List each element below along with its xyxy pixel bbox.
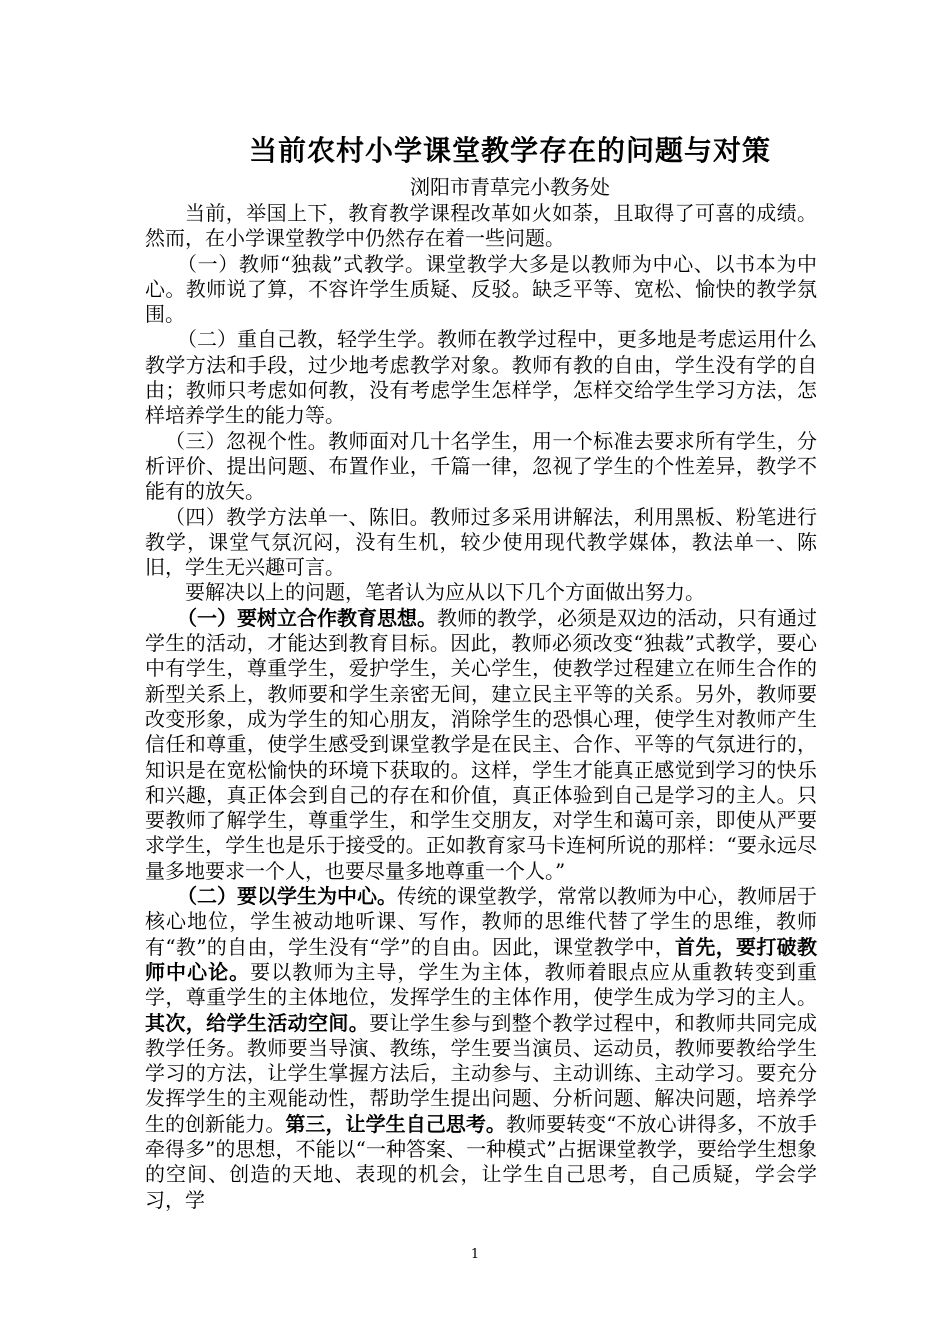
- paragraph-solution-1: [145, 606, 817, 884]
- paragraph-problem-4: （四）教学方法单一、陈旧。教师过多采用讲解法，利用黑板、粉笔进行教学，课堂气氛沉闷，没有生机，较少使用现代教学媒体，教法单一、陈旧，学生无兴趣可言。: [145, 504, 817, 580]
- document-byline: 浏阳市青草完小教务处: [410, 175, 610, 199]
- page-number: 1: [470, 1247, 480, 1262]
- solution-2-point-1: 首先，要打破教师中心论。: [145, 934, 818, 984]
- paragraph-transition: 要解决以上的问题，笔者认为应从以下几个方面做出努力。: [185, 580, 705, 605]
- solution-2-point-3: 第三，让学生自己思考。: [285, 1111, 506, 1136]
- solution-1-text: 教师的教学，必须是双边的活动，只有通过学生的活动，才能达到教育目标。因此，教师必须改变“独裁”式教学，要心中有学生，尊重学生，爱护学生，关心学生，使教学过程建立在师生合作的新型关系上，教师要和学生亲密无间，建立民主平等的关系。另外，教师要改变形象，成为学生的知心朋友，消除学生的恐惧心理，使学生对教师产生信任和尊重，使学生感受到课堂教学是在民主、合作、平等的气氛进行的，知识是在宽松愉快的环境下获取的。这样，学生才能真正感觉到学习的快乐和兴趣，真正体会到自己的存在和价值，真正体验到自己是学习的主人。只要教师了解学生，尊重学生，和学生交朋友，对学生和蔼可亲，即使从严要求学生，学生也是乐于接受的。正如教育家马卡连柯所说的那样：“要永远尽量多地要求一个人，也要尽量多地尊重一个人。”: [145, 605, 817, 883]
- paragraph-problem-2: （二）重自己教，轻学生学。教师在教学过程中，更多地是考虑运用什么教学方法和手段，过少地考虑教学对象。教师有教的自由，学生没有学的自由；教师只考虑如何教，没有考虑学生怎样学，怎样交给学生学习方法，怎样培养学生的能力等。: [145, 327, 817, 428]
- document-body: [145, 201, 817, 1213]
- paragraph-problem-3: （三）忽视个性。教师面对几十名学生，用一个标准去要求所有学生，分析评价、提出问题、布置作业，千篇一律，忽视了学生的个性差异，教学不能有的放矢。: [145, 428, 817, 504]
- solution-2-text-a: 传统的课堂教学，常常以教师为中心，教师居于核心地位，学生被动地听课、写作，教师的思维代替了学生的思维，教师有“教”的自由，学生没有“学”的自由。因此，课堂教学中，: [145, 884, 817, 959]
- paragraph-intro: 当前，举国上下，教育教学课程改革如火如荼，且取得了可喜的成绩。然而，在小学课堂教学中仍然存在着一些问题。: [145, 201, 817, 251]
- solution-2-text-b: 要以教师为主导，学生为主体，教师着眼点应从重教转变到重学，尊重学生的主体地位，发挥学生的主体作用，使学生成为学习的主人。: [145, 959, 818, 1010]
- solution-2-heading: （二）要以学生为中心。: [177, 884, 397, 909]
- paragraph-problem-1: （一）教师“独裁”式教学。课堂教学大多是以教师为中心、以书本为中心。教师说了算，不容许学生质疑、反驳。缺乏平等、宽松、愉快的教学氛围。: [145, 251, 817, 327]
- solution-2-text-c: 要让学生参与到整个教学过程中，和教师共同完成教学任务。教师要当导演、教练，学生要当演员、运动员，教师要教给学生学习的方法，让学生掌握方法后，主动参与、主动训练、主动学习。要充分发挥学生的主观能动性，帮助学生提出问题、分析问题、解决问题，培养学生的创新能力。: [145, 1010, 817, 1136]
- solution-1-heading: （一）要树立合作教育思想。: [177, 605, 437, 630]
- paragraph-solution-2: [145, 884, 817, 1213]
- solution-2-point-2: 其次，给学生活动空间。: [145, 1010, 370, 1035]
- solution-2-text-d: 教师要转变“不放心讲得多，不放手牵得多”的思想，不能以“一种答案、一种模式”占据课堂教学，要给学生想象的空间、创造的天地、表现的机会，让学生自己思考，自己质疑，学会学习，学: [145, 1111, 817, 1212]
- document-title: 当前农村小学课堂教学存在的问题与对策: [248, 134, 771, 167]
